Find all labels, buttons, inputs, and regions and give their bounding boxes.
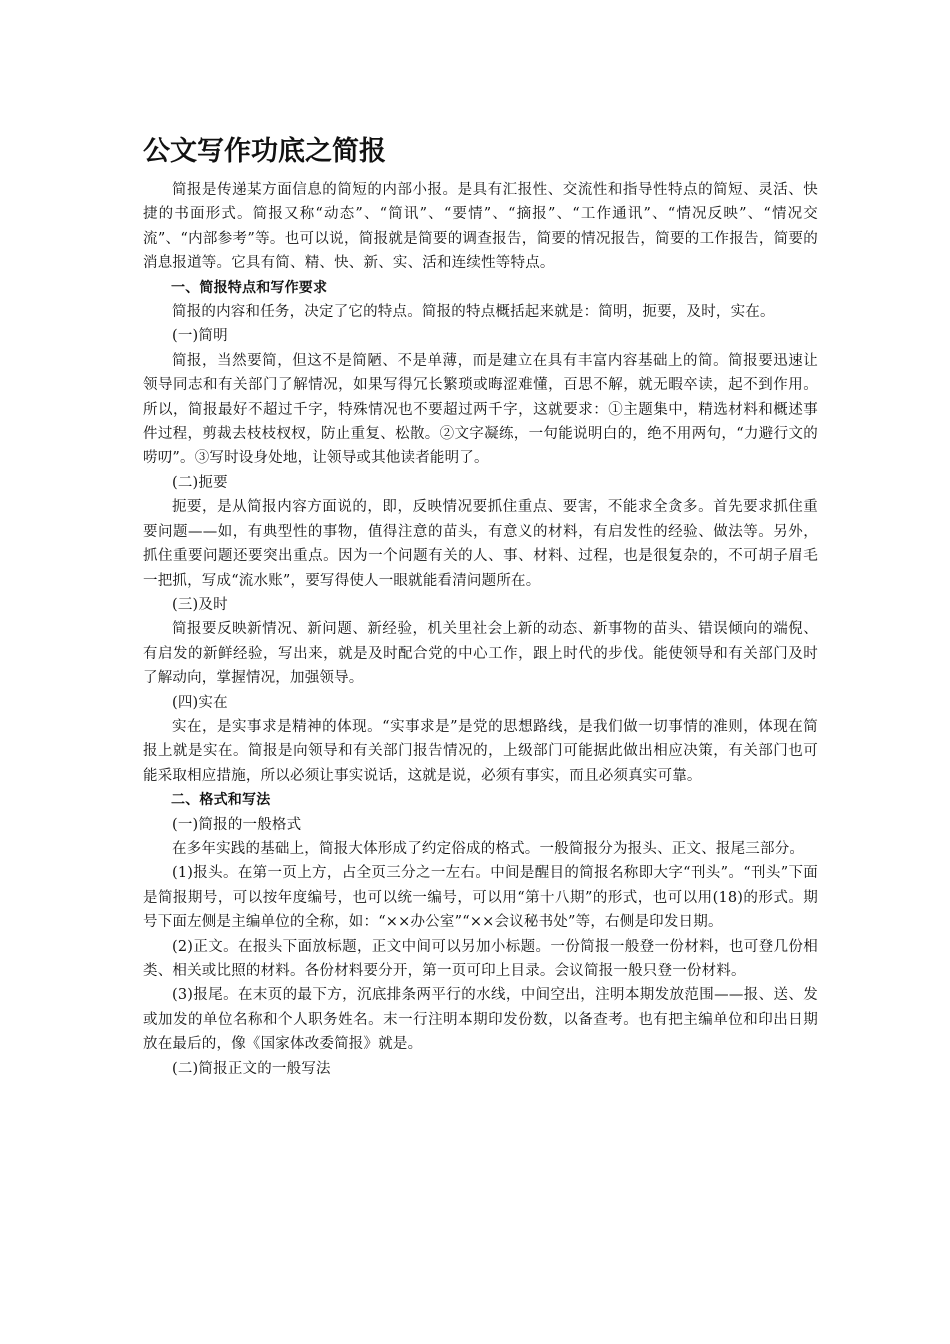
subsection-writing-title: (二)简报正文的一般写法 — [172, 1060, 331, 1077]
subsection-factual-title: (四)实在 — [172, 694, 228, 711]
format-item-body: (2)正文。在报头下面放标题，正文中间可以另加小标题。一份简报一般登一份材料，也可登几份相类、相关或比照的材料。各份材料要分开，第一页可印上目录。会议简报一般只登一份材料。 — [143, 938, 818, 979]
subsection-timely-title: (三)及时 — [172, 596, 228, 613]
section-1-lead: 简报的内容和任务，决定了它的特点。简报的特点概括起来就是：简明，扼要，及时，实在。 — [172, 304, 775, 321]
format-item-header: (1)报头。在第一页上方，占全页三分之一左右。中间是醒目的简报名称即大字“刊头”。“刊头”下面是简报期号，可以按年度编号，也可以统一编号，可以用“第十八期”的形式，也可以用(18)的形式。期号下面左侧是主编单位的全称，如：“××办公室”“××会议秘书处”等，右侧是印发日期。 — [143, 865, 818, 931]
subsection-timely-body: 简报要反映新情况、新问题、新经验，机关里社会上新的动态、新事物的苗头、错误倾向的端倪、有启发的新鲜经验，写出来，就是及时配合党的中心工作，跟上时代的步伐。能使领导和有关部门及时了解动向，掌握情况，加强领导。 — [143, 621, 818, 687]
document-body — [143, 128, 818, 1081]
subsection-format-title: (一)简报的一般格式 — [172, 816, 302, 833]
subsection-brief-title: (二)扼要 — [172, 474, 228, 491]
document-title: 公文写作功底之简报 — [143, 136, 386, 167]
subsection-format-body: 在多年实践的基础上，简报大体形成了约定俗成的格式。一般简报分为报头、正文、报尾三部分。 — [172, 840, 805, 857]
subsection-brief-body: 扼要，是从简报内容方面说的，即，反映情况要抓住重点、要害，不能求全贪多。首先要求抓住重要问题——如，有典型性的事物，值得注意的苗头，有意义的材料，有启发性的经验、做法等。另外，抓住重要问题还要突出重点。因为一个问题有关的人、事、材料、过程，也是很复杂的，不可胡子眉毛一把抓，写成“流水账”，要写得使人一眼就能看清问题所在。 — [143, 499, 818, 589]
subsection-factual-body: 实在，是实事求是精神的体现。“实事求是”是党的思想路线，是我们做一切事情的准则，体现在简报上就是实在。简报是向领导和有关部门报告情况的，上级部门可能据此做出相应决策，有关部门也可能采取相应措施，所以必须让事实说话，这就是说，必须有事实，而且必须真实可靠。 — [143, 718, 818, 784]
intro-paragraph: 简报是传递某方面信息的简短的内部小报。是具有汇报性、交流性和指导性特点的简短、灵活、快捷的书面形式。简报又称“动态”、“简讯”、“要情”、“摘报”、“工作通讯”、“情况反映”、“情况交流”、“内部参考”等。也可以说，简报就是简要的调查报告，简要的情况报告，简要的工作报告，简要的消息报道等。它具有简、精、快、新、实、活和连续性等特点。 — [143, 182, 818, 272]
subsection-concise-body: 简报，当然要简，但这不是简陋、不是单薄，而是建立在具有丰富内容基础上的简。简报要迅速让领导同志和有关部门了解情况，如果写得冗长繁琐或晦涩难懂，百思不解，就无暇卒读，起不到作用。所以，简报最好不超过千字，特殊情况也不要超过两千字，这就要求：①主题集中，精选材料和概述事件过程，剪裁去枝枝杈杈，防止重复、松散。②文字凝练，一句能说明白的，绝不用两句，“力避行文的唠叨”。③写时设身处地，让领导或其他读者能明了。 — [143, 352, 818, 467]
section-2-heading: 二、格式和写法 — [171, 792, 271, 809]
section-1-heading: 一、简报特点和写作要求 — [171, 279, 328, 296]
format-item-footer: (3)报尾。在末页的最下方，沉底排条两平行的水线，中间空出，注明本期发放范围——报、送、发或加发的单位名称和个人职务姓名。末一行注明本期印发份数，以备查考。也有把主编单位和印出日期放在最后的，像《国家体改委简报》就是。 — [143, 987, 818, 1053]
subsection-concise-title: (一)简明 — [172, 328, 228, 345]
